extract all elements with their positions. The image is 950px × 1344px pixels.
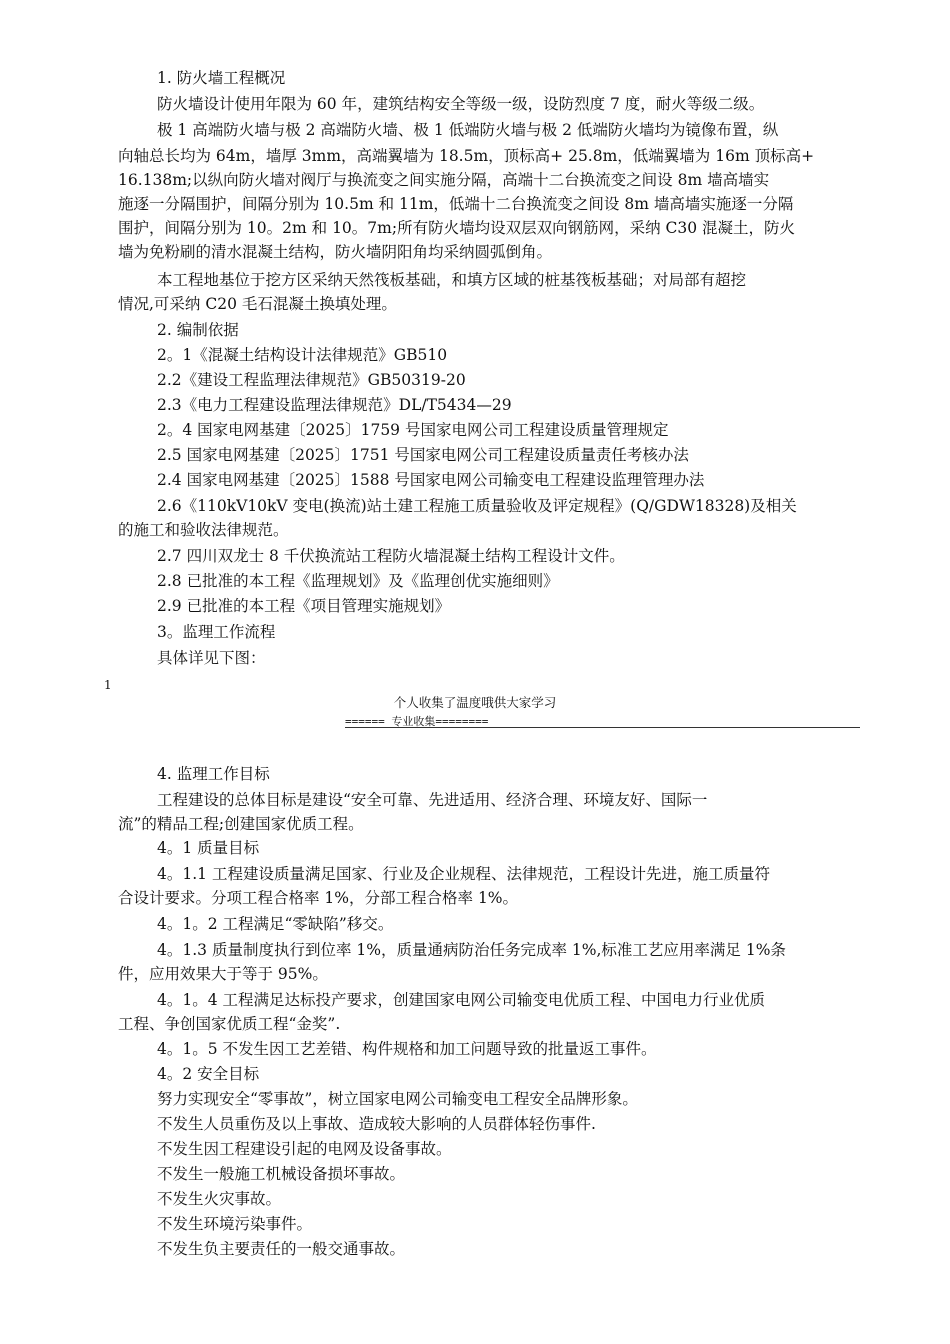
list-item: 2.5 国家电网基建〔2025〕1751 号国家电网公司工程建设质量责任考核办法	[157, 446, 689, 464]
list-item: 2.2《建设工程监理法律规范》GB50319-20	[157, 371, 466, 389]
list-item: 2.6《110kV10kV 变电(换流)站土建工程施工质量验收及评定规程》(Q/GDW18328)及相关	[157, 497, 797, 515]
list-item: 不发生人员重伤及以上事故、造成较大影响的人员群体轻伤事件.	[157, 1115, 596, 1133]
list-item-continuation: 工程、争创国家优质工程“金奖”.	[118, 1015, 341, 1033]
list-item-continuation: 的施工和验收法律规范。	[118, 521, 289, 539]
list-item: 4。1。2 工程满足“零缺陷”移交。	[157, 915, 394, 933]
paragraph-line: 围护，间隔分别为 10。2m 和 10。7m;所有防火墙均设双层双向钢筋网，采纳 C30 混凝土，防火	[118, 219, 796, 237]
list-item: 2。4 国家电网基建〔2025〕1759 号国家电网公司工程建设质量管理规定	[157, 421, 669, 439]
header-note: 个人收集了温度哦供大家学习	[393, 695, 557, 710]
list-item: 2.4 国家电网基建〔2025〕1588 号国家电网公司输变电工程建设监理管理办法	[157, 471, 705, 489]
list-item: 2.8 已批准的本工程《监理规划》及《监理创优实施细则》	[157, 572, 559, 590]
list-item: 4。1.3 质量制度执行到位率 1%，质量通病防治任务完成率 1%,标准工艺应用率满足 1%条	[157, 941, 786, 959]
list-item: 努力实现安全“零事故”，树立国家电网公司输变电工程安全品牌形象。	[157, 1090, 638, 1108]
header-rule	[345, 727, 860, 728]
list-item: 不发生负主要责任的一般交通事故。	[157, 1240, 406, 1258]
list-item-continuation: 合设计要求。分项工程合格率 1%，分部工程合格率 1%。	[118, 889, 519, 907]
header-subtitle: ====== 专业收集========	[345, 715, 489, 728]
paragraph-line: 流”的精品工程;创建国家优质工程。	[118, 815, 364, 833]
list-item: 4。1。5 不发生因工艺差错、构件规格和加工问题导致的批量返工事件。	[157, 1040, 657, 1058]
list-item: 不发生环境污染事件。	[157, 1215, 313, 1233]
subsection-heading-safety: 4。2 安全目标	[157, 1065, 260, 1083]
paragraph-line: 墙为免粉刷的清水混凝土结构，防火墙阴阳角均采纳圆弧倒角。	[118, 243, 553, 261]
paragraph-line: 具体详见下图：	[157, 649, 266, 667]
list-item: 2.3《电力工程建设监理法律规范》DL/T5434—29	[157, 396, 512, 414]
page-number: 1	[104, 678, 112, 692]
paragraph-line: 防火墙设计使用年限为 60 年，建筑结构安全等级一级，设防烈度 7 度，耐火等级二级。	[157, 95, 765, 113]
section-heading-goals: 4. 监理工作目标	[157, 765, 270, 783]
list-item: 不发生火灾事故。	[157, 1190, 282, 1208]
paragraph-line: 情况,可采纳 C20 毛石混凝土换填处理。	[118, 295, 397, 313]
list-item-continuation: 件，应用效果大于等于 95%。	[118, 965, 328, 983]
section-heading-overview: 1. 防火墙工程概况	[157, 69, 286, 87]
paragraph-line: 施逐一分隔围护，间隔分别为 10.5m 和 11m，低端十二台换流变之间设 8m 墙高墙实施逐一分隔	[118, 195, 794, 213]
subsection-heading-quality: 4。1 质量目标	[157, 839, 260, 857]
section-heading-workflow: 3。监理工作流程	[157, 623, 276, 641]
paragraph-line: 极 1 高端防火墙与极 2 高端防火墙、极 1 低端防火墙与极 2 低端防火墙均为镜像布置，纵	[157, 121, 779, 139]
paragraph-line: 16.138m;以纵向防火墙对阀厅与换流变之间实施分隔，高端十二台换流变之间设 8m 墙高墙实	[118, 171, 770, 189]
list-item: 2.7 四川双龙士 8 千伏换流站工程防火墙混凝土结构工程设计文件。	[157, 547, 625, 565]
paragraph-line: 工程建设的总体目标是建设“安全可靠、先进适用、经济合理、环境友好、国际一	[157, 791, 708, 809]
paragraph-line: 向轴总长均为 64m，墙厚 3mm，高端翼墙为 18.5m，顶标高+ 25.8m，低端翼墙为 16m 顶标高+	[118, 147, 815, 165]
list-item: 4。1.1 工程建设质量满足国家、行业及企业规程、法律规范，工程设计先进，施工质量符	[157, 865, 770, 883]
list-item: 不发生因工程建设引起的电网及设备事故。	[157, 1140, 452, 1158]
list-item: 4。1。4 工程满足达标投产要求，创建国家电网公司输变电优质工程、中国电力行业优质	[157, 991, 766, 1009]
list-item: 不发生一般施工机械设备损坏事故。	[157, 1165, 406, 1183]
list-item: 2。1《混凝土结构设计法律规范》GB510	[157, 346, 448, 364]
list-item: 2.9 已批准的本工程《项目管理实施规划》	[157, 597, 451, 615]
paragraph-line: 本工程地基位于挖方区采纳天然筏板基础，和填方区域的桩基筏板基础；对局部有超挖	[157, 271, 747, 289]
section-heading-basis: 2. 编制依据	[157, 321, 239, 339]
